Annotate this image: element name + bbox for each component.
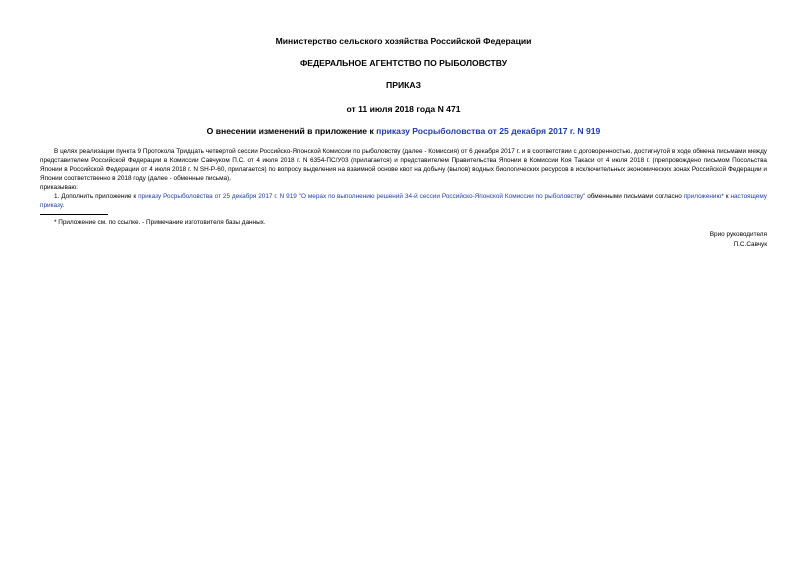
- document-title: [40, 126, 767, 137]
- item-1-paragraph: [40, 192, 767, 210]
- preamble-paragraph: В целях реализации пункта 9 Протокола Тридцать четвертой сессии Российско-Японской Комиссии по рыболовству (далее - Комиссия) от 6 декабря 2017 г. и в соответствии с договоренностью, достигнутой в ходе обмена письмами между представителем Российской Федерации в Комиссии Савчуком П.С. от 4 июля 2018 г. N 6354-ПС/У03 (прилагается) и представителем Правительства Японии в Комиссии Коя Такаси от 4 июля 2018 г. (препровождено письмом Посольства Японии в Российской Федерации от 4 июля 2018 г. N SH-P-60, прилагается) по вопросу выделения на взаимной основе квот на добычу (вылов) водных биологических ресурсов в исключительных экономических зонах Российской Федерации и Японии соответственно в 2018 году (далее - обменные письма),: [40, 148, 767, 182]
- footnote-divider: [40, 214, 108, 215]
- item-1-middle: обменными письмами согласно: [585, 193, 684, 200]
- footnote-marker-link[interactable]: *: [721, 193, 724, 200]
- signature-name: П.С.Савчук: [733, 241, 767, 248]
- signature-block: [40, 230, 767, 250]
- order-919-link[interactable]: приказу Росрыболовства от 25 декабря 2017 г. N 919 "О мерах по выполнению решений 34-й сессии Российско-Японской Комиссии по рыболовству": [138, 193, 586, 200]
- item-1-suffix: к: [723, 193, 731, 200]
- signature-position: Врио руководителя: [709, 231, 767, 238]
- title-link[interactable]: приказу Росрыболовства от 25 декабря 2017 г. N 919: [376, 126, 601, 136]
- footnote-text: * Приложение см. по ссылке. - Примечание изготовителя базы данных.: [54, 219, 266, 226]
- item-1-prefix: 1. Дополнить приложение к: [54, 193, 139, 200]
- agency-heading: ФЕДЕРАЛЬНОЕ АГЕНТСТВО ПО РЫБОЛОВСТВУ: [299, 58, 508, 68]
- title-prefix: О внесении изменений в приложение к: [206, 126, 377, 136]
- appendix-link[interactable]: приложению: [683, 193, 722, 200]
- item-1-end: .: [62, 202, 65, 209]
- document-body: [40, 147, 767, 210]
- order-word: приказываю:: [40, 184, 78, 191]
- doc-type-heading: ПРИКАЗ: [386, 80, 421, 90]
- ministry-heading: Министерство сельского хозяйства Российской Федерации: [275, 36, 532, 46]
- this-order-link[interactable]: настоящему приказу: [40, 193, 767, 209]
- date-number-heading: от 11 июля 2018 года N 471: [346, 104, 461, 114]
